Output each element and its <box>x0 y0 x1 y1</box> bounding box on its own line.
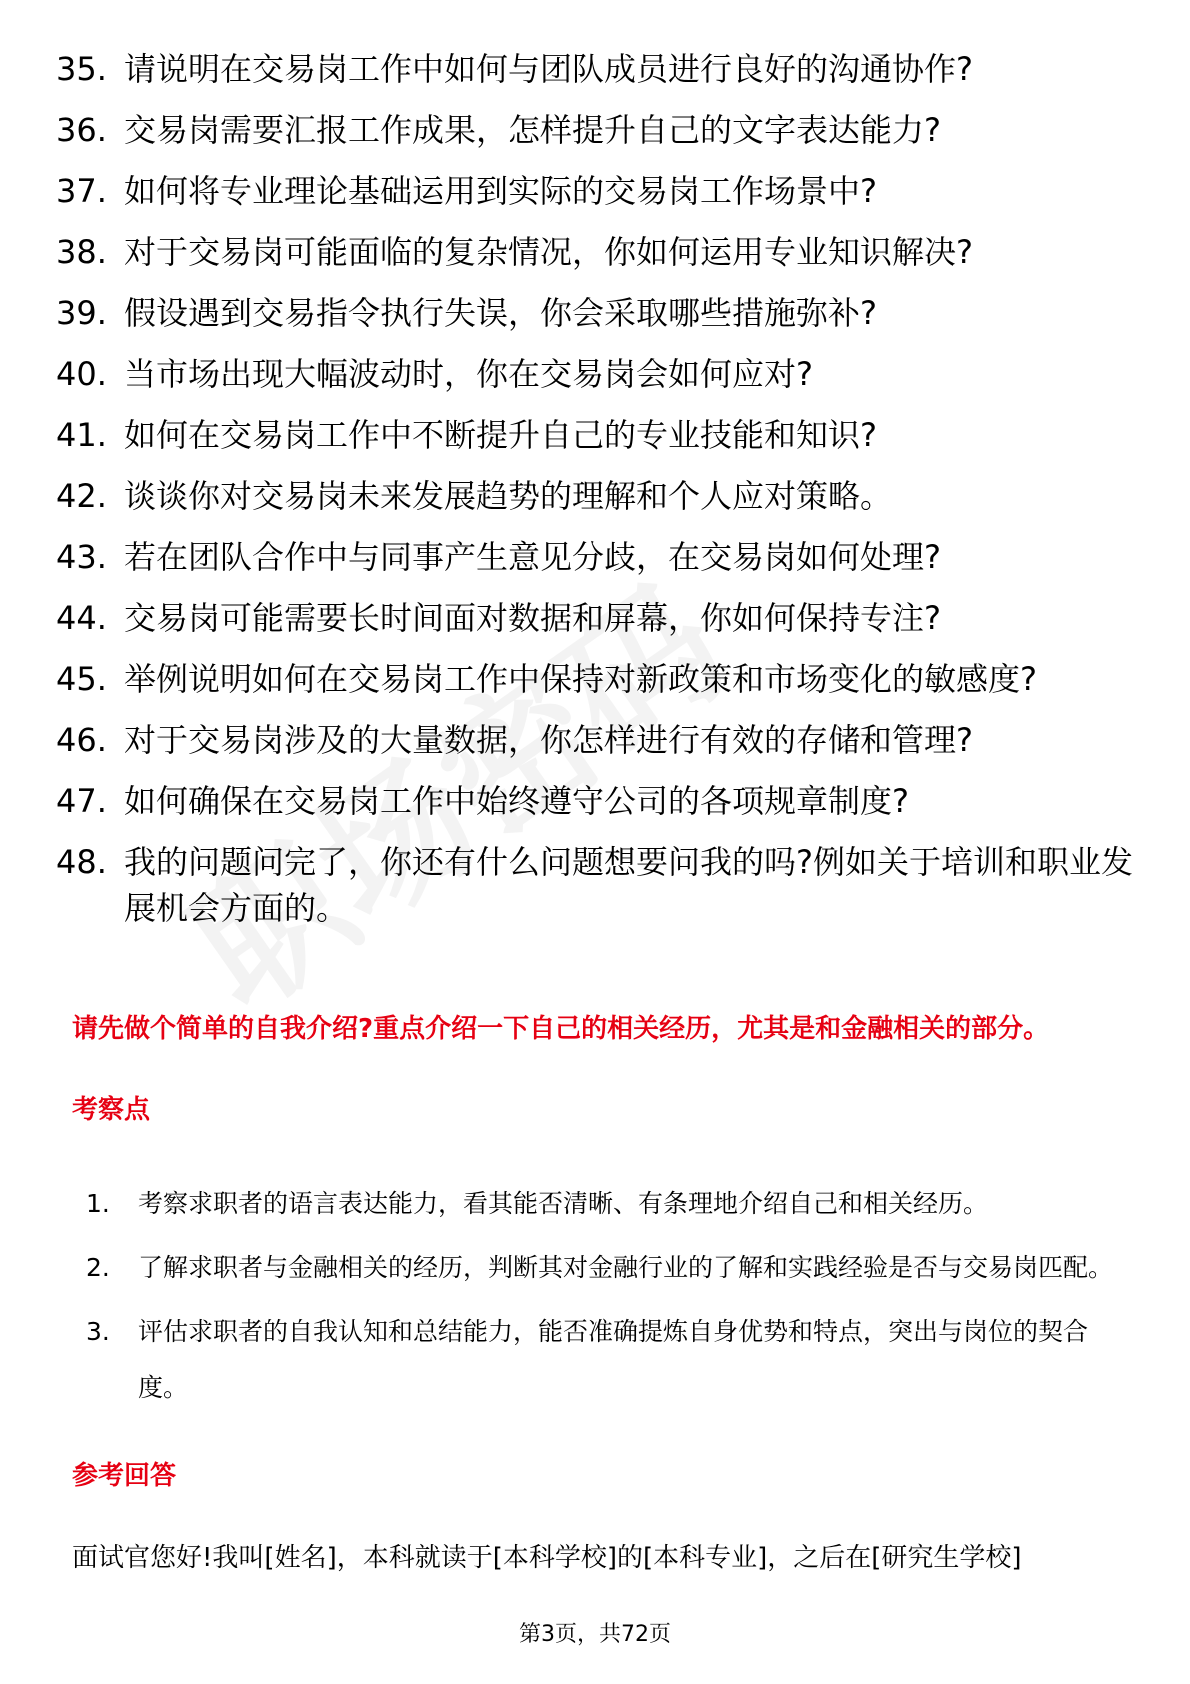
list-item <box>56 595 1136 641</box>
list-item <box>56 351 1136 397</box>
item-number: 43. <box>56 538 107 576</box>
item-text: 若在团队合作中与同事产生意见分歧，在交易岗如何处理? <box>124 538 941 576</box>
page-footer: 第3页，共72页 <box>519 1622 671 1647</box>
list-item <box>72 1304 1132 1416</box>
item-number: 47. <box>56 782 107 820</box>
list-item <box>56 778 1136 824</box>
list-item <box>56 290 1136 336</box>
item-number: 2. <box>86 1253 110 1282</box>
item-text: 当市场出现大幅波动时，你在交易岗会如何应对? <box>124 355 813 393</box>
item-number: 36. <box>56 111 107 149</box>
list-item <box>72 1176 1132 1232</box>
item-text: 了解求职者与金融相关的经历，判断其对金融行业的了解和实践经验是否与交易岗匹配。 <box>138 1253 1114 1282</box>
points-list <box>72 1176 1132 1424</box>
item-text: 交易岗需要汇报工作成果，怎样提升自己的文字表达能力? <box>124 111 941 149</box>
item-number: 35. <box>56 50 107 88</box>
item-text: 举例说明如何在交易岗工作中保持对新政策和市场变化的敏感度? <box>124 660 1037 698</box>
list-item <box>72 1240 1132 1296</box>
item-number: 44. <box>56 599 107 637</box>
list-item <box>56 412 1136 458</box>
list-item <box>56 46 1136 92</box>
list-item <box>56 229 1136 275</box>
list-item <box>56 534 1136 580</box>
item-number: 46. <box>56 721 107 759</box>
item-text: 请说明在交易岗工作中如何与团队成员进行良好的沟通协作? <box>124 50 973 88</box>
item-number: 48. <box>56 843 107 881</box>
item-number: 38. <box>56 233 107 271</box>
list-item <box>56 107 1136 153</box>
item-text: 如何在交易岗工作中不断提升自己的专业技能和知识? <box>124 416 877 454</box>
item-number: 45. <box>56 660 107 698</box>
item-text: 对于交易岗涉及的大量数据，你怎样进行有效的存储和管理? <box>124 721 973 759</box>
highlight-question: 请先做个简单的自我介绍?重点介绍一下自己的相关经历，尤其是和金融相关的部分。 <box>72 1014 1050 1044</box>
item-number: 39. <box>56 294 107 332</box>
item-number: 3. <box>86 1317 110 1346</box>
item-text: 对于交易岗可能面临的复杂情况，你如何运用专业知识解决? <box>124 233 973 271</box>
list-item <box>56 473 1136 519</box>
item-number: 40. <box>56 355 107 393</box>
item-text: 如何将专业理论基础运用到实际的交易岗工作场景中? <box>124 172 877 210</box>
item-text: 我的问题问完了，你还有什么问题想要问我的吗?例如关于培训和职业发展机会方面的。 <box>124 843 1133 927</box>
item-number: 1. <box>86 1189 110 1218</box>
item-number: 37. <box>56 172 107 210</box>
list-item <box>56 168 1136 214</box>
section-title-answer: 参考回答 <box>72 1461 177 1491</box>
list-item <box>56 656 1136 702</box>
item-text: 如何确保在交易岗工作中始终遵守公司的各项规章制度? <box>124 782 909 820</box>
item-text: 评估求职者的自我认知和总结能力，能否准确提炼自身优势和特点，突出与岗位的契合度。 <box>138 1317 1089 1402</box>
item-text: 考察求职者的语言表达能力，看其能否清晰、有条理地介绍自己和相关经历。 <box>138 1189 989 1218</box>
item-text: 谈谈你对交易岗未来发展趋势的理解和个人应对策略。 <box>124 477 893 515</box>
list-item <box>56 717 1136 763</box>
item-number: 42. <box>56 477 107 515</box>
list-item <box>56 839 1136 931</box>
item-number: 41. <box>56 416 107 454</box>
question-list <box>56 46 1136 946</box>
item-text: 假设遇到交易指令执行失误，你会采取哪些措施弥补? <box>124 294 877 332</box>
section-title-points: 考察点 <box>72 1095 151 1125</box>
item-text: 交易岗可能需要长时间面对数据和屏幕，你如何保持专注? <box>124 599 941 637</box>
answer-paragraph: 面试官您好!我叫[姓名]，本科就读于[本科学校]的[本科专业]，之后在[研究生学校] <box>72 1543 1022 1573</box>
